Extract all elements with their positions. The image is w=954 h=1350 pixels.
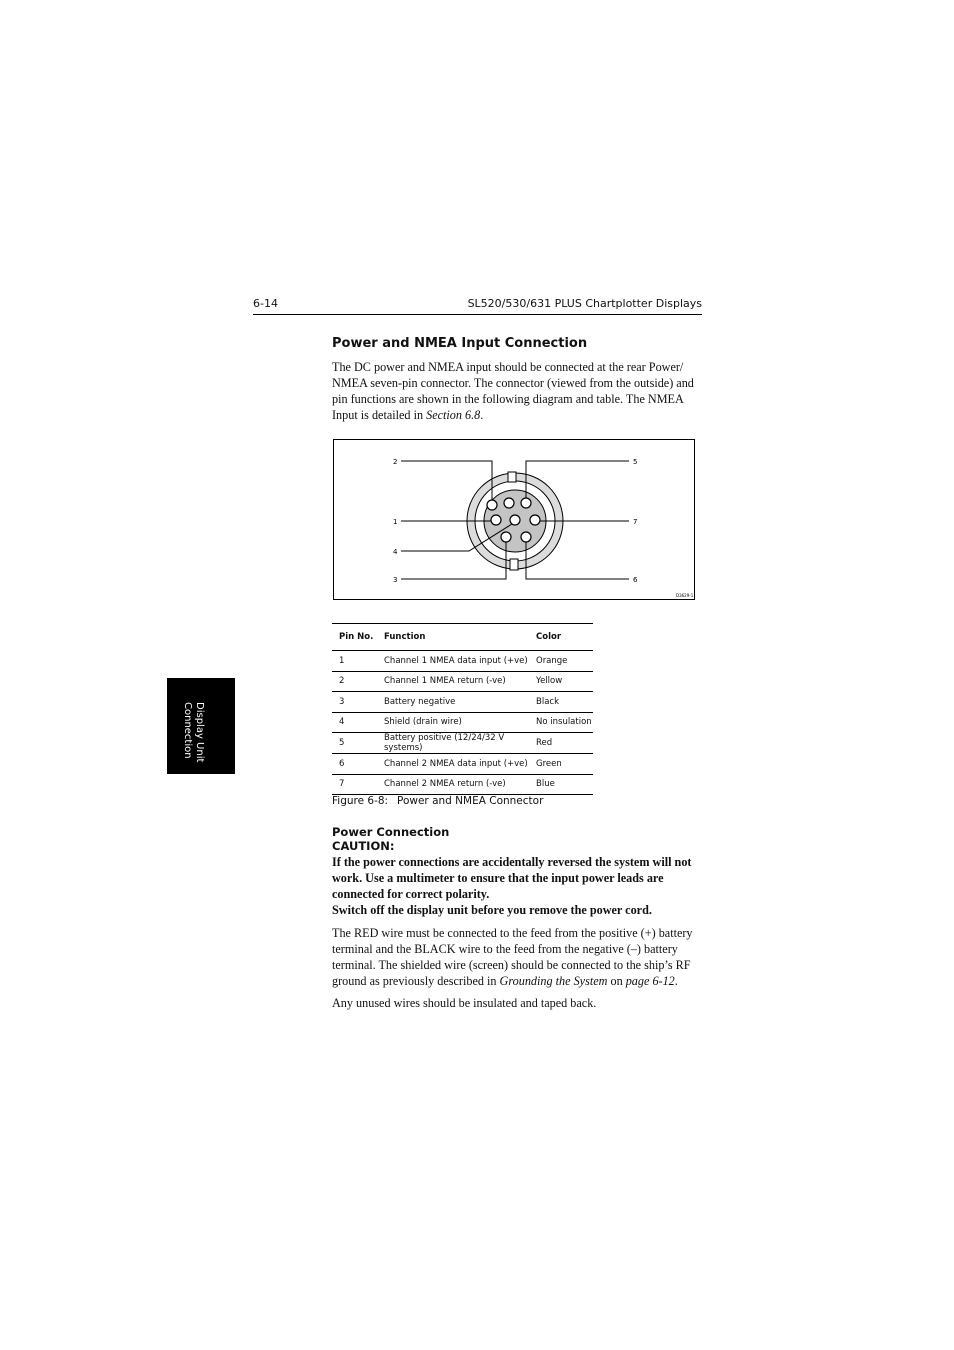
color-cell: Black [529, 692, 593, 713]
chapter-side-tab [167, 678, 235, 774]
caution-text [332, 854, 704, 918]
pin-center-top [504, 498, 514, 508]
pin-label-2: 2 [393, 458, 398, 466]
unused-wires-paragraph: Any unused wires should be insulated and taped back. [332, 996, 597, 1010]
power-connection-heading: Power Connection [332, 825, 450, 839]
pin-label-7: 7 [633, 518, 638, 526]
paragraph-end: . [674, 974, 678, 988]
column-header-color: Color [529, 624, 593, 651]
figure-caption: Power and NMEA Connector [397, 795, 544, 807]
section-reference: Section 6.8 [426, 408, 481, 422]
pin-label-6: 6 [633, 576, 638, 584]
power-wiring-paragraph [332, 925, 704, 989]
pin-function-table [332, 623, 593, 795]
pin-label-4: 4 [393, 548, 398, 556]
table-row [332, 754, 593, 775]
color-cell: Green [529, 754, 593, 775]
table-row [332, 651, 593, 672]
table-row [332, 712, 593, 733]
key-notch-top [508, 472, 516, 482]
table-row [332, 733, 593, 754]
pin-6 [521, 532, 531, 542]
color-cell: No insulation [529, 712, 593, 733]
section-heading: Power and NMEA Input Connection [332, 336, 588, 351]
page-number: 6-14 [253, 297, 278, 310]
function-cell: Channel 2 NMEA return (-ve) [377, 774, 529, 795]
pin-2 [487, 500, 497, 510]
function-cell: Shield (drain wire) [377, 712, 529, 733]
connector-drawing [334, 440, 696, 601]
table-header-row [332, 624, 593, 651]
function-cell: Battery positive (12/24/32 V systems) [377, 733, 529, 754]
pin-label-1: 1 [393, 518, 398, 526]
key-notch-bottom [510, 559, 518, 570]
pin-number-cell: 2 [332, 671, 377, 692]
pin-number-cell: 6 [332, 754, 377, 775]
grounding-reference: Grounding the System [499, 974, 608, 988]
figure-number: Figure 6-8: [332, 795, 389, 807]
function-cell: Channel 1 NMEA data input (+ve) [377, 651, 529, 672]
color-cell: Red [529, 733, 593, 754]
pin-label-5: 5 [633, 458, 638, 466]
pin-3 [501, 532, 511, 542]
intro-paragraph [332, 359, 702, 423]
pin-number-cell: 4 [332, 712, 377, 733]
intro-end: . [480, 408, 484, 422]
power-wiring-text: The RED wire must be connected to the feed from the positive (+) battery terminal and the BLACK wire to the feed from the negative (–) battery terminal. The shielded wire (screen) should be connected to the ship’s RF ground as previously described in [332, 926, 693, 988]
header-rule [253, 314, 702, 315]
table-row [332, 671, 593, 692]
color-cell: Yellow [529, 671, 593, 692]
caution-switch-off-warning: Switch off the display unit before you remove the power cord. [332, 903, 652, 917]
caution-polarity-warning: If the power connections are accidentally reversed the system will not work. Use a multimeter to ensure that the input power leads are connected for correct polarity. [332, 855, 692, 901]
intro-text: The DC power and NMEA input should be connected at the rear Power/ NMEA seven-pin connector. The connector (viewed from the outside) and pin functions are shown in the following diagram and table. The NMEA Input is detailed in [332, 360, 694, 422]
diagram-reference-code: D3629-1 [676, 593, 694, 598]
pin-number-cell: 3 [332, 692, 377, 713]
pin-label-3: 3 [393, 576, 398, 584]
chapter-tab-line-2: Connection [182, 702, 193, 759]
chapter-tab-label [181, 702, 205, 762]
column-header-pin: Pin No. [332, 624, 377, 651]
function-cell: Battery negative [377, 692, 529, 713]
pin-number-cell: 1 [332, 651, 377, 672]
page-reference: page 6-12 [625, 974, 675, 988]
chapter-tab-line-1: Display Unit [194, 702, 205, 763]
table-row [332, 774, 593, 795]
connector-diagram [333, 439, 695, 600]
column-header-function: Function [377, 624, 529, 651]
function-cell: Channel 2 NMEA data input (+ve) [377, 754, 529, 775]
color-cell: Blue [529, 774, 593, 795]
pin-5 [521, 498, 531, 508]
pin-4 [510, 515, 520, 525]
pin-number-cell: 7 [332, 774, 377, 795]
function-cell: Channel 1 NMEA return (-ve) [377, 671, 529, 692]
caution-label: CAUTION: [332, 839, 395, 853]
color-cell: Orange [529, 651, 593, 672]
running-header-title: SL520/530/631 PLUS Chartplotter Displays [467, 297, 702, 310]
reference-joiner: on [607, 974, 626, 988]
pin-number-cell: 5 [332, 733, 377, 754]
pin-7 [530, 515, 540, 525]
table-row [332, 692, 593, 713]
pin-1 [491, 515, 501, 525]
